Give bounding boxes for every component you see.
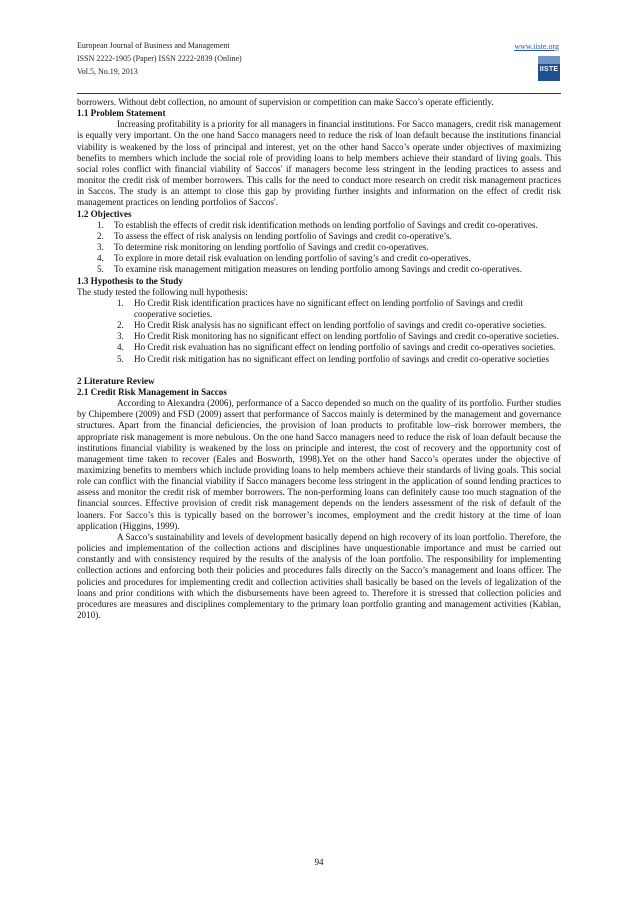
heading-hypothesis: 1.3 Hypothesis to the Study bbox=[77, 275, 183, 286]
objectives-list bbox=[77, 220, 561, 276]
list-item: 3. Ho Credit Risk monitoring has no significant effect on lending portfolio of Savings and credit co-operative societies. bbox=[117, 331, 559, 342]
heading-credit-risk-management: 2.1 Credit Risk Management in Saccos bbox=[77, 386, 227, 397]
main-content bbox=[77, 97, 561, 621]
paragraph-literature-1: According to Alexandra (2006), performance of a Sacco depended so much on the quality of its portfolio. Further studies by Chipembere (2009) and FSD (2009) assert that performance of Saccos mainly is determined by the management and governance structures. Apart from the financial deficiencies, the provision of loan products to profitable low–risk borrower members, the appropriate risk management is more nebulous. On the one hand Sacco managers need to reduce the risk of loan default because the institutions financial viability is weakened by the loss on principle and interest, the cost of recovery and the opportunity cost of management time taken to recover (Eales and Bosworth, 1998).Yet on the other hand Sacco’s operates under the objective of maximizing benefits to members which include providing loans to help members achieve their standards of living goals. This social role can conflict with the financial viability if Sacco managers become less stringent in the application of sound lending practices to assess and monitor the credit risk of member borrowers. The non-performing loans can definitely cause too much stagnation of the financial sources. Effective provision of credit risk management depends on the lenders assessment of the risk of default of the loaners. For Sacco’s this is typically based on the borrower’s incomes, employment and the credit history at the time of loan application (Higgins, 1999). bbox=[77, 398, 561, 531]
journal-name: European Journal of Business and Management bbox=[77, 41, 230, 50]
list-item: 2. Ho Credit Risk analysis has no significant effect on lending portfolio of savings and credit co-operative societies. bbox=[117, 320, 547, 331]
heading-literature-review: 2 Literature Review bbox=[77, 375, 155, 386]
heading-objectives: 1.2 Objectives bbox=[77, 208, 132, 219]
heading-problem-statement: 1.1 Problem Statement bbox=[77, 108, 166, 119]
list-item: 1. Ho Credit Risk identification practices have no significant effect on lending portfolio of Savings and credit cooperative societies. bbox=[117, 297, 523, 319]
header-divider bbox=[77, 93, 561, 94]
iiste-logo: IISTE bbox=[538, 56, 560, 81]
list-item: 5. Ho Credit risk mitigation has no significant effect on lending portfolio of savings and credit co-operative societies bbox=[117, 353, 550, 364]
hypotheses-list bbox=[77, 298, 561, 365]
journal-issn: ISSN 2222-1905 (Paper) ISSN 2222-2839 (Online) bbox=[77, 54, 242, 63]
paragraph-problem-statement: Increasing profitability is a priority for all managers in financial institutions. For Sacco managers, credit risk management is equally very important. On the one hand Sacco managers need to reduce the risk of loan default because the institutions financial viability is weakened by the loss of principal and interest, yet on the other hand Sacco’s operate under objectives of maximizing benefits to members which include the social role of providing loans to help members achieve their standard of living goals. This social roles conflict with financial viability of Saccos' if managers become less stringent in the lending practices to assess and monitor the credit risk of member borrowers. This calls for the need to conduct more research on credit risk management practices in Saccos. The study is an attempt to close this gap by providing further insights and information on the effect of credit risk management practices on lending portfolios of Saccos'. bbox=[77, 119, 561, 208]
list-item: 4. Ho Credit risk evaluation has no significant effect on lending portfolio of savings and credit co-operatives societies. bbox=[117, 342, 556, 353]
paragraph-literature-2: A Sacco’s sustainability and levels of development basically depend on high recovery of its loan portfolio. Therefore, the policies and implementation of the collection actions and disciplines have unquestionable importance and must be carried out constantly and with consistency required by the results of the analysis of the loan portfolio. The responsibility for implementing collection actions and enforcing both their policies and procedures falls directly on the Sacco’s management and loans officer. The policies and procedures for implementing credit and collection activities shall basically be based on the levels of legalization of the loans and prior conditions with which the disbursements have been agreed to. Therefore it is stressed that collection policies and procedures are measures and disciplines complementary to the primary loan portfolio granting and management activities (Kablan, 2010). bbox=[77, 531, 561, 621]
page-number: 94 bbox=[314, 857, 324, 867]
list-item: 1. To establish the effects of credit risk identification methods on lending portfolio of Savings and credit co-operatives. bbox=[97, 219, 538, 230]
list-item: 3. To determine risk monitoring on lending portfolio of Savings and credit co-operatives. bbox=[97, 242, 429, 253]
journal-url-link[interactable]: www.iiste.org bbox=[514, 42, 559, 51]
list-item: 5. To examine risk management mitigation measures on lending portfolio among Savings and credit co-operatives. bbox=[97, 264, 522, 275]
journal-volume: Vol.5, No.19, 2013 bbox=[77, 67, 138, 76]
list-item: 4. To explore in more detail risk evaluation on lending portfolio of saving’s and credit co-operatives. bbox=[97, 253, 471, 264]
paragraph-hypothesis-intro: The study tested the following null hypothesis: bbox=[77, 286, 248, 297]
list-item: 2. To assess the effect of risk analysis on lending portfolio of Savings and credit co-operative’s. bbox=[97, 230, 452, 241]
paragraph-intro: borrowers. Without debt collection, no amount of supervision or competition can make Sacco’s operate efficiently. bbox=[77, 97, 494, 107]
